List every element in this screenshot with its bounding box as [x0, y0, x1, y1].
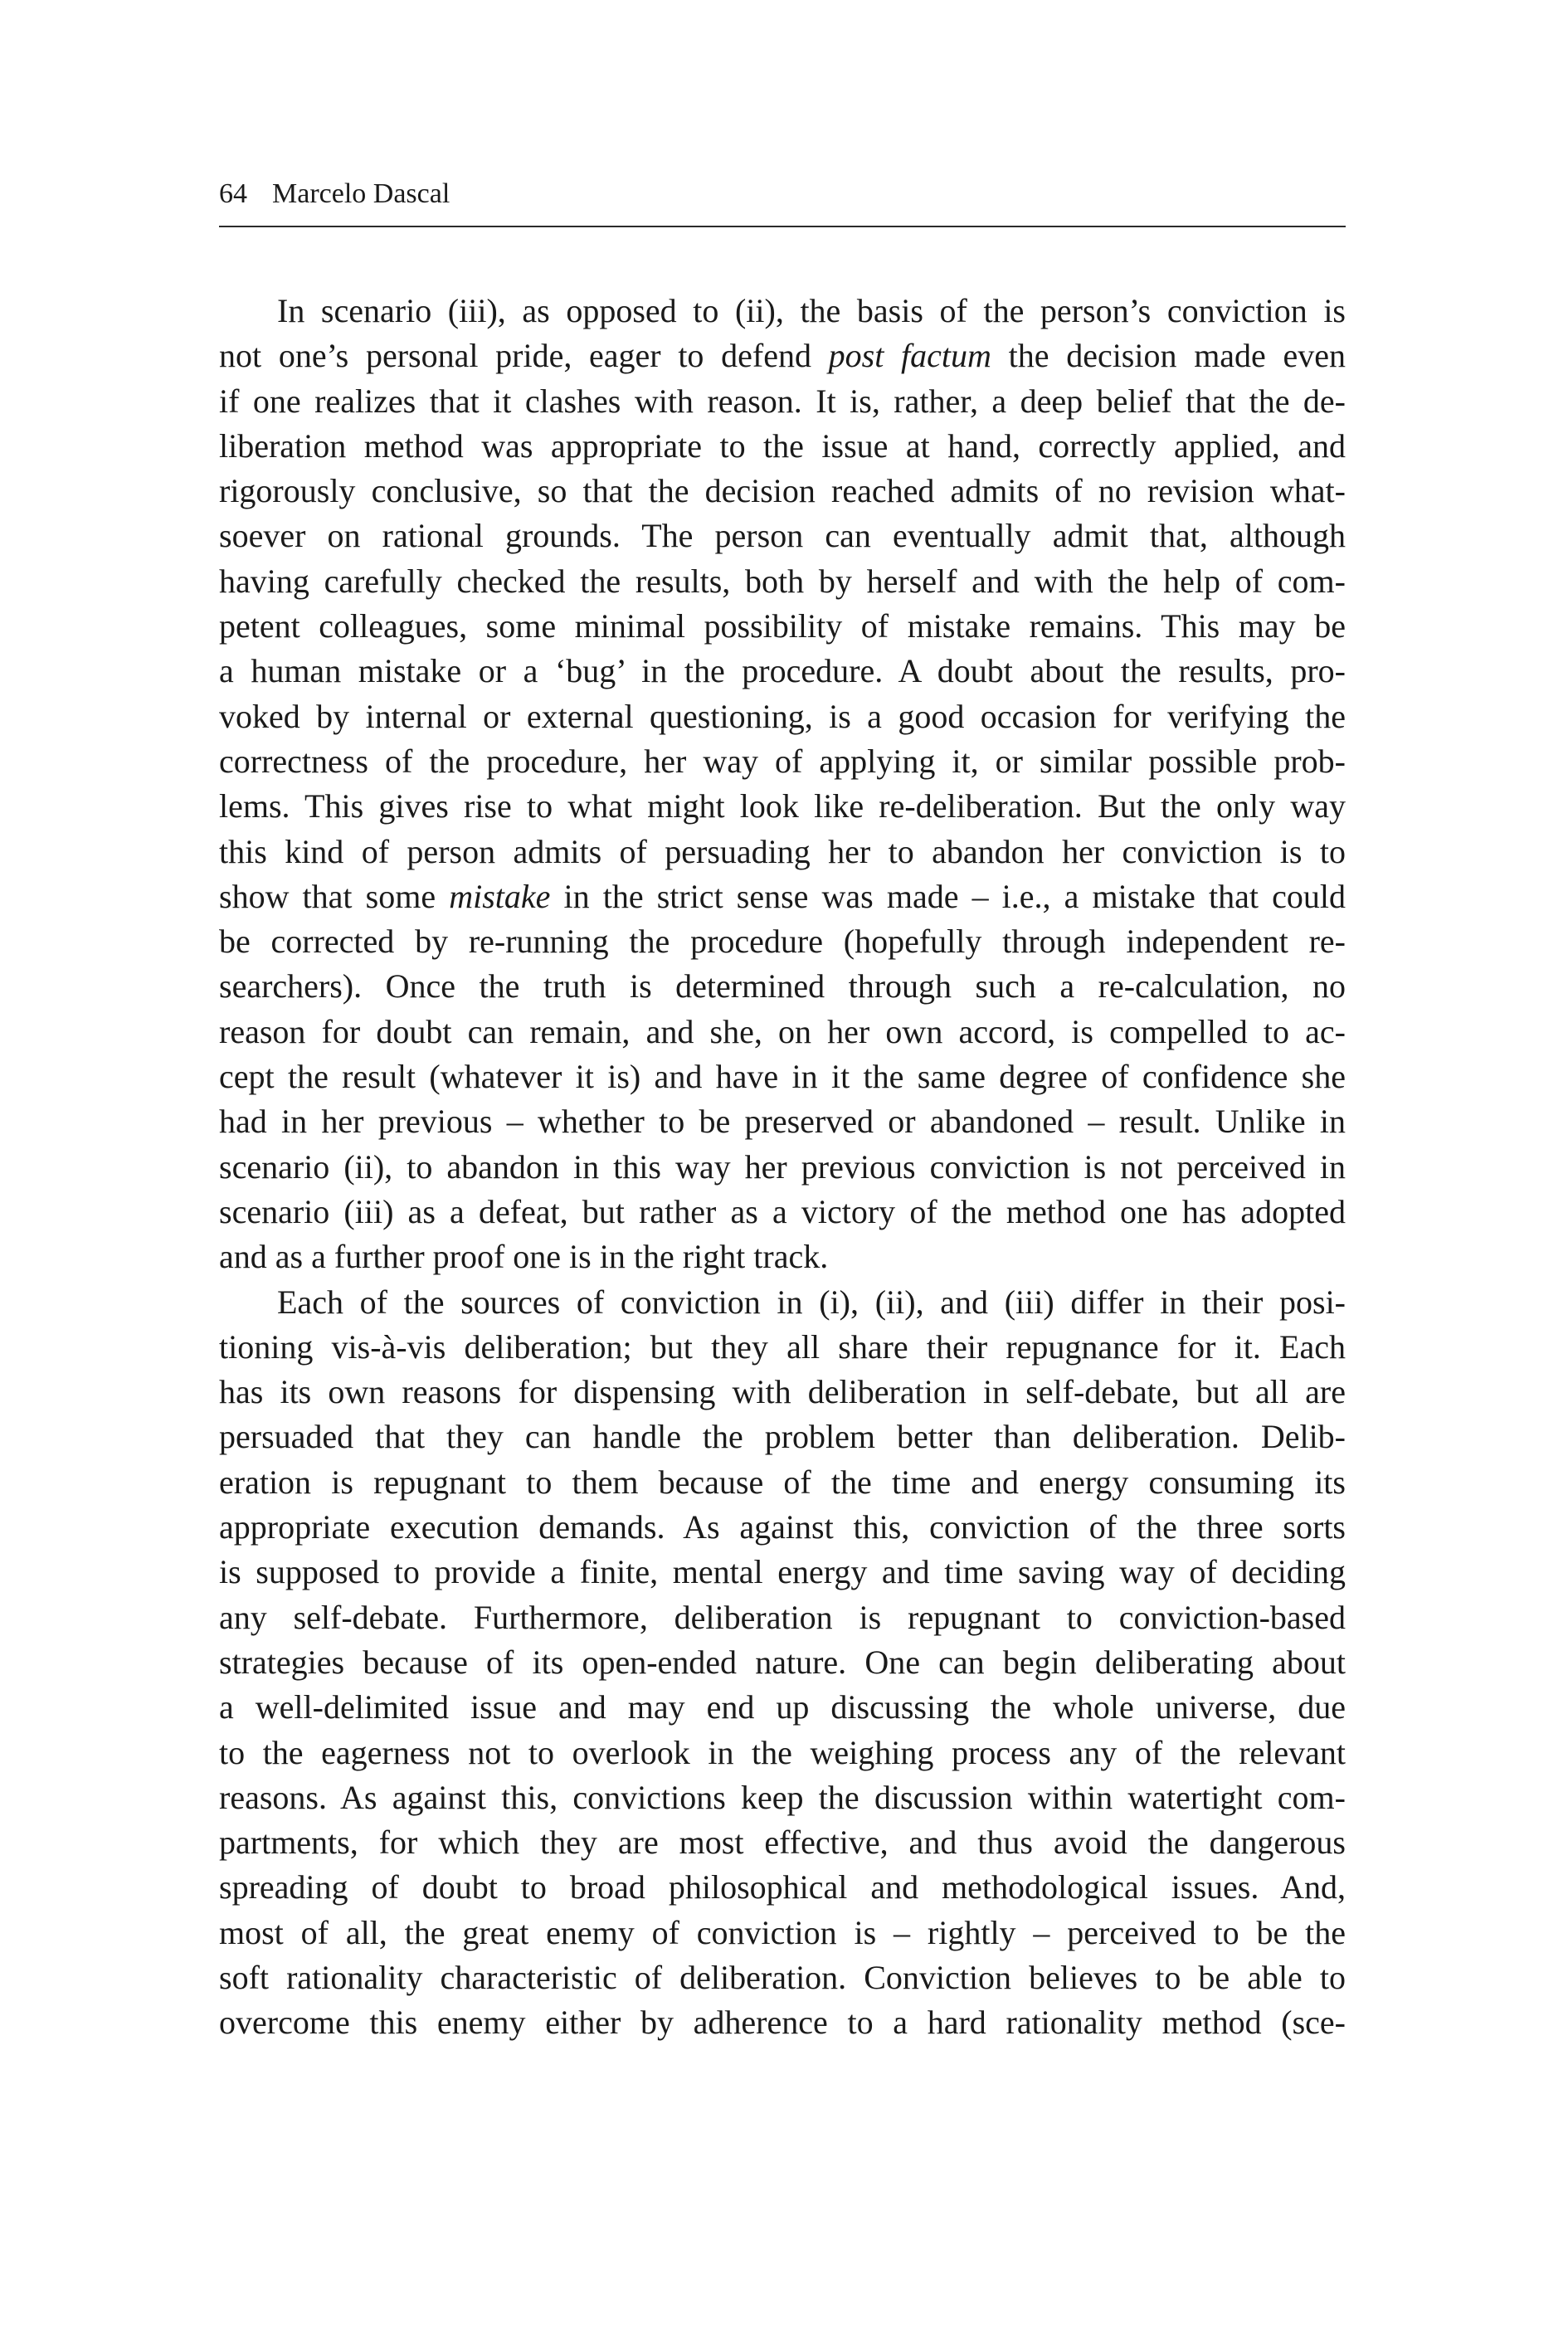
body-text	[219, 289, 1346, 2046]
emphasis: post factum	[828, 337, 991, 375]
text-line: be corrected by re-running the procedure (hopefully through independent re-	[219, 923, 1346, 961]
text-line: Each of the sources of conviction in (i), (ii), and (iii) differ in their posi-	[277, 1283, 1346, 1321]
text-line: is supposed to provide a finite, mental energy and time saving way of deciding	[219, 1553, 1346, 1591]
text-line: rigorously conclusive, so that the decision reached admits of no revision what-	[219, 472, 1346, 510]
text-line: strategies because of its open-ended nature. One can begin deliberating about	[219, 1643, 1346, 1681]
text-line: soft rationality characteristic of deliberation. Conviction believes to be able to	[219, 1958, 1346, 1996]
paragraph-scenario-iii	[219, 289, 1346, 1280]
text-line: most of all, the great enemy of conviction is – rightly – perceived to be the	[219, 1913, 1346, 1951]
text-line: petent colleagues, some minimal possibility of mistake remains. This may be	[219, 607, 1346, 645]
text-line: to the eagerness not to overlook in the weighing process any of the relevant	[219, 1733, 1346, 1771]
text-line	[219, 334, 1346, 378]
text-line: and as a further proof one is in the right track.	[219, 1238, 829, 1276]
text-line: a human mistake or a ‘bug’ in the procedure. A doubt about the results, pro-	[219, 652, 1346, 690]
text-line: a well-delimited issue and may end up discussing the whole universe, due	[219, 1688, 1346, 1726]
text-line: searchers). Once the truth is determined through such a re-calculation, no	[219, 967, 1346, 1006]
text-line: this kind of person admits of persuading her to abandon her conviction is to	[219, 832, 1346, 870]
text-line: show that some mistake in the strict sense was made – i.e., a mistake that could	[219, 877, 1346, 915]
text-line: having carefully checked the results, both by herself and with the help of com-	[219, 562, 1346, 600]
text-line: if one realizes that it clashes with reason. It is, rather, a deep belief that the de-	[219, 382, 1346, 420]
text-line: persuaded that they can handle the problem better than deliberation. Delib-	[219, 1418, 1346, 1456]
text-line: lems. This gives rise to what might look like re-deliberation. But the only way	[219, 787, 1346, 825]
running-header-author: Marcelo Dascal	[272, 178, 450, 209]
text-line: In scenario (iii), as opposed to (ii), the basis of the person’s conviction is	[277, 292, 1346, 329]
text-line: has its own reasons for dispensing with deliberation in self-debate, but all are	[219, 1373, 1346, 1411]
text-line: had in her previous – whether to be preserved or abandoned – result. Unlike in	[219, 1103, 1346, 1141]
text-line: appropriate execution demands. As against this, conviction of the three sorts	[219, 1508, 1346, 1546]
emphasis: mistake	[449, 877, 551, 915]
text-line: correctness of the procedure, her way of applying it, or similar possible prob-	[219, 742, 1346, 780]
text-line: partments, for which they are most effective, and thus avoid the dangerous	[219, 1824, 1346, 1862]
text-line: reasons. As against this, convictions keep the discussion within watertight com-	[219, 1778, 1346, 1816]
text-line: cept the result (whatever it is) and have in it the same degree of confidence she	[219, 1058, 1346, 1096]
running-header	[219, 178, 1346, 227]
text-segment: not one’s personal pride, eager to defend post factum the decision made even	[219, 337, 1346, 375]
page-number: 64	[219, 178, 247, 209]
text-line: any self-debate. Furthermore, deliberation is repugnant to conviction-based	[219, 1598, 1346, 1636]
text-line: spreading of doubt to broad philosophical and methodological issues. And,	[219, 1868, 1346, 1906]
text-line: scenario (ii), to abandon in this way her previous conviction is not perceived in	[219, 1147, 1346, 1186]
text-line: tioning vis-à-vis deliberation; but they all share their repugnance for it. Each	[219, 1327, 1346, 1366]
text-line: eration is repugnant to them because of the time and energy consuming its	[219, 1463, 1346, 1501]
text-line: voked by internal or external questioning, is a good occasion for verifying the	[219, 697, 1346, 735]
text-line: soever on rational grounds. The person can eventually admit that, although	[219, 517, 1346, 555]
text-line: liberation method was appropriate to the issue at hand, correctly applied, and	[219, 426, 1346, 465]
paragraph-sources-of-conviction	[219, 1280, 1346, 2046]
text-line: overcome this enemy either by adherence to a hard rationality method (sce-	[219, 2004, 1346, 2042]
text-line: scenario (iii) as a defeat, but rather as a victory of the method one has adopted	[219, 1192, 1346, 1230]
text-line: reason for doubt can remain, and she, on her own accord, is compelled to ac-	[219, 1012, 1346, 1050]
